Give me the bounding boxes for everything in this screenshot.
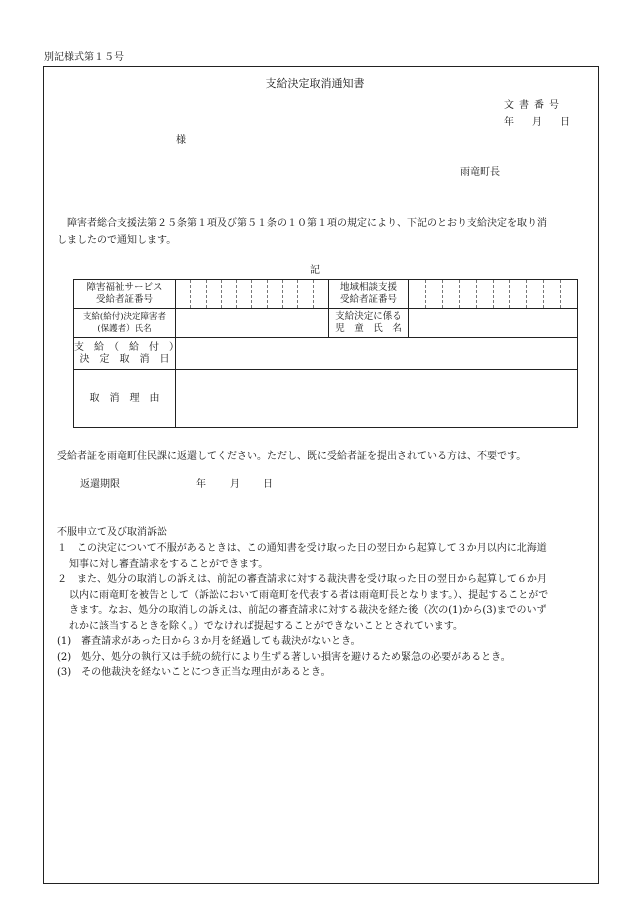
appeal-line: 以内に雨竜町を被告として（訴訟において雨竜町を代表する者は雨竜町長となります。）、提起することがで xyxy=(69,589,549,601)
deadline-year: 年 xyxy=(196,479,206,490)
document-number-label: 文書番号 xyxy=(504,100,564,111)
appeal-line: １ この決定について不服があるときは、この通知書を受け取った日の翌日から起算して３か月以内に北海道 xyxy=(57,543,547,554)
appeal-line: きます。なお、処分の取消しの訴えは、前記の審査請求に対する裁決を経た後（次の(1)から(3)までのいず xyxy=(69,605,547,616)
body-text-line-1: 障害者総合支援法第２５条第１項及び第５１条の１０第１項の規定により、下記のとおり支給決定を取り消 xyxy=(67,218,547,229)
form-number: 別記様式第１５号 xyxy=(44,52,124,63)
appeal-section xyxy=(57,541,548,681)
appeal-line: (2) 処分、処分の執行又は手続の続行により生ずる著しい損害を避けるため緊急の必要があるとき。 xyxy=(57,651,511,663)
service-cert-label: 障害福祉サービス 受給者証番号 xyxy=(74,280,176,309)
document-frame xyxy=(43,66,599,884)
appeal-line: (1) 審査請求があった日から３か月を経過しても裁決がないとき。 xyxy=(57,636,361,647)
guardian-name-label: 支給(給付)決定障害者 (保護者）氏名 xyxy=(74,309,176,338)
document-title: 支給決定取消通知書 xyxy=(265,77,365,90)
appeal-line: 知事に対し審査請求をすることができます。 xyxy=(69,558,269,570)
recipient-info-table xyxy=(73,279,578,428)
cancel-reason-label: 取 消 理 由 xyxy=(74,370,176,428)
appeal-line: れかに該当するときを除く。）でなければ提起することができないこととされています。 xyxy=(69,620,463,632)
cancel-date-field xyxy=(176,338,578,370)
child-name-label: 支給決定に係る 児 童 氏 名 xyxy=(329,309,409,338)
cancel-reason-field xyxy=(176,370,578,428)
ki-heading: 記 xyxy=(310,265,320,276)
document-date xyxy=(504,116,570,130)
return-deadline xyxy=(80,478,280,492)
consult-cert-label: 地域相談支援 受給者証番号 xyxy=(329,280,409,309)
issuer-name: 雨竜町長 xyxy=(460,167,500,178)
child-name-field xyxy=(409,309,578,338)
date-year: 年 xyxy=(504,117,514,128)
service-cert-number-field xyxy=(176,280,329,309)
deadline-day: 日 xyxy=(263,479,273,490)
body-text-line-2: しましたので通知します。 xyxy=(57,235,177,246)
consult-cert-number-field xyxy=(409,280,578,309)
date-day: 日 xyxy=(560,117,570,128)
return-note: 受給者証を雨竜町住民課に返還してください。ただし、既に受給者証を提出されている方は、不要です。 xyxy=(57,451,527,462)
addressee-suffix: 様 xyxy=(176,135,186,146)
deadline-label: 返還期限 xyxy=(80,479,120,490)
appeal-heading: 不服申立て及び取消訴訟 xyxy=(57,527,167,538)
date-month: 月 xyxy=(532,117,542,128)
deadline-month: 月 xyxy=(230,479,240,490)
appeal-line: ２ また、処分の取消しの訴えは、前記の審査請求に対する裁決書を受け取った日の翌日から起算して６か月 xyxy=(57,574,547,585)
cancel-date-label: 支 給 （ 給 付 ） 決 定 取 消 日 xyxy=(74,338,176,370)
appeal-line: (3) その他裁決を経ないことにつき正当な理由があるとき。 xyxy=(57,667,331,678)
guardian-name-field xyxy=(176,309,329,338)
